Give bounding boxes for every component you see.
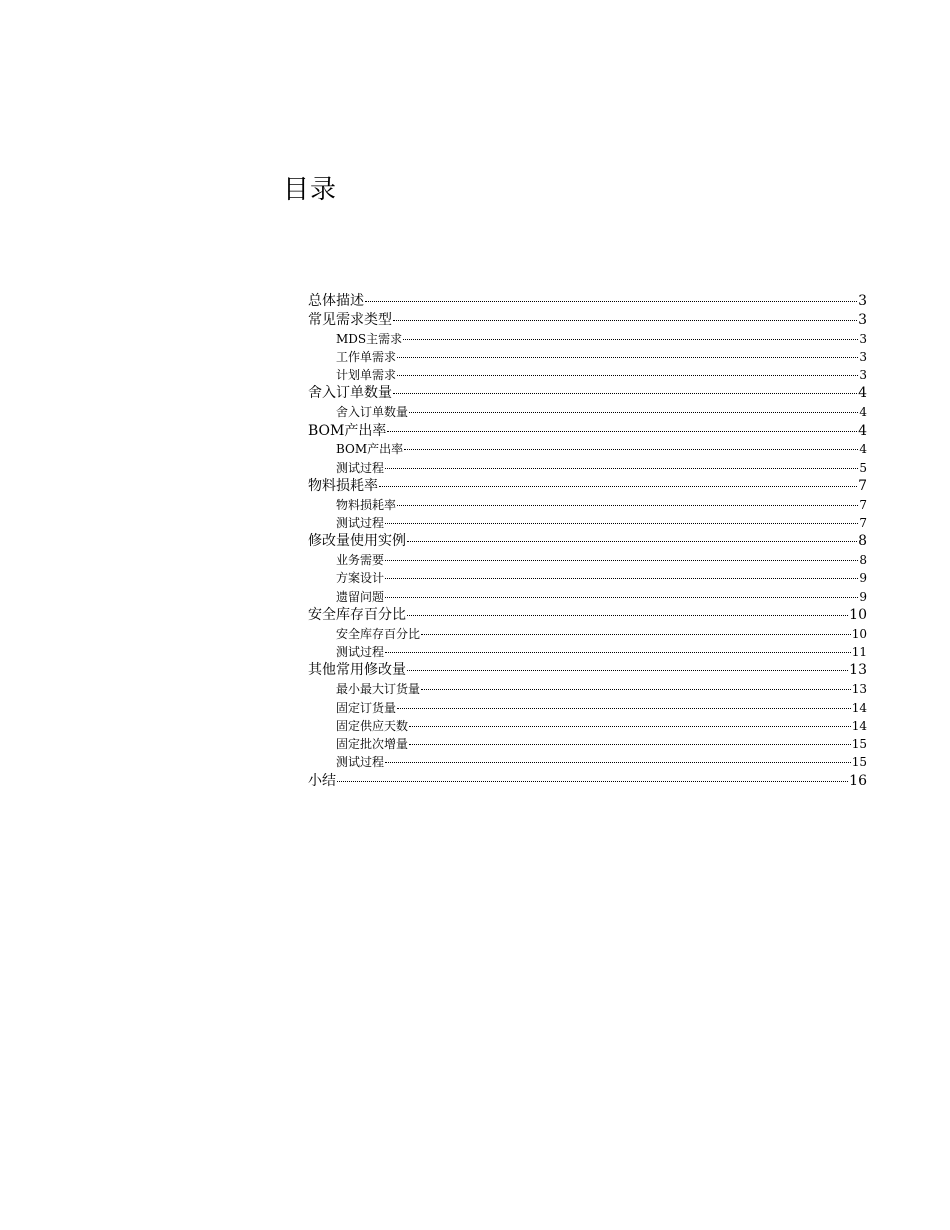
toc-subentry[interactable] (308, 588, 867, 606)
toc-entry-text: 最小最大订货量 (336, 682, 421, 697)
toc-page-number: 15 (851, 755, 867, 770)
toc-leader-dots (397, 707, 851, 709)
toc-title: 目录 (283, 175, 338, 205)
toc-subentry[interactable] (308, 717, 867, 735)
toc-page-number: 4 (859, 405, 867, 420)
toc-entry-text: 测试过程 (336, 645, 385, 660)
toc-leader-dots (385, 596, 858, 598)
toc-leader-dots (409, 411, 858, 413)
toc-page-number: 15 (851, 737, 867, 752)
toc-entry-text: 测试过程 (336, 460, 385, 475)
toc-page-number: 13 (851, 682, 867, 697)
toc-subentry[interactable] (308, 753, 867, 771)
toc-entry-text: 常见需求类型 (308, 311, 392, 328)
toc-entry[interactable] (308, 292, 867, 311)
toc-entry-text: 安全库存百分比 (308, 607, 406, 624)
toc-page-number: 14 (851, 700, 867, 715)
toc-page-number: 10 (849, 607, 867, 624)
toc-subentry[interactable] (308, 403, 867, 421)
toc-page-number: 7 (859, 497, 867, 512)
toc-entry[interactable] (308, 384, 867, 403)
toc-leader-dots (387, 430, 857, 432)
toc-subentry[interactable] (308, 459, 867, 477)
toc-leader-dots (407, 669, 848, 671)
toc-entry-text: 舍入订单数量 (308, 385, 392, 402)
toc-subentry[interactable] (308, 514, 867, 532)
toc-entry-text: 遗留问题 (336, 589, 385, 604)
toc-leader-dots (385, 467, 858, 469)
toc-leader-dots (409, 743, 851, 745)
toc-page-number: 16 (849, 772, 867, 789)
toc-leader-dots (397, 356, 858, 358)
toc-page-number: 5 (859, 460, 867, 475)
toc-page-number: 7 (859, 516, 867, 531)
toc-page-number: 3 (858, 311, 867, 328)
toc-subentry[interactable] (308, 735, 867, 753)
toc-leader-dots (393, 319, 857, 321)
toc-page-number: 8 (859, 553, 867, 568)
toc-leader-dots (421, 688, 851, 690)
toc-entry-text: 工作单需求 (336, 349, 397, 364)
toc-entry[interactable] (308, 311, 867, 330)
toc-leader-dots (379, 485, 857, 487)
toc-page-number: 14 (851, 718, 867, 733)
toc-subentry[interactable] (308, 348, 867, 366)
toc-entry-text: 物料损耗率 (308, 477, 378, 494)
toc-page-number: 13 (849, 662, 867, 679)
toc-page-number: 7 (858, 477, 867, 494)
toc-page-number: 3 (859, 331, 867, 346)
toc-entry-text: 测试过程 (336, 755, 385, 770)
toc-subentry[interactable] (308, 551, 867, 569)
toc-subentry[interactable] (308, 330, 867, 348)
toc-leader-dots (407, 540, 857, 542)
toc-entry-text: 舍入订单数量 (336, 405, 409, 420)
toc-leader-dots (407, 614, 848, 616)
toc-entry-text: 安全库存百分比 (336, 626, 421, 641)
toc-leader-dots (365, 300, 857, 302)
toc-subentry[interactable] (308, 699, 867, 717)
toc-page-number: 8 (858, 533, 867, 550)
toc-page-number: 3 (859, 349, 867, 364)
toc-entry[interactable] (308, 606, 867, 625)
toc-leader-dots (403, 338, 858, 340)
toc-leader-dots (385, 761, 851, 763)
toc-leader-dots (421, 633, 851, 635)
toc-entry-text: 固定订货量 (336, 700, 397, 715)
toc-entry[interactable] (308, 532, 867, 551)
toc-leader-dots (397, 374, 858, 376)
toc-subentry[interactable] (308, 680, 867, 698)
toc-entry-text: 物料损耗率 (336, 497, 397, 512)
toc-leader-dots (397, 504, 858, 506)
toc-entry[interactable] (308, 661, 867, 680)
toc-page-number: 10 (851, 626, 867, 641)
toc-entry-text: 小结 (308, 772, 336, 789)
toc-subentry[interactable] (308, 625, 867, 643)
toc-subentry[interactable] (308, 643, 867, 661)
toc-entry-text: 计划单需求 (336, 368, 397, 383)
toc-entry-text: 总体描述 (308, 293, 364, 309)
toc-leader-dots (385, 522, 858, 524)
toc-page-number: 4 (858, 422, 867, 439)
toc-entry-text: 修改量使用实例 (308, 533, 406, 550)
toc-entry-text: MDS主需求 (336, 331, 403, 346)
toc-entry-text: 业务需要 (336, 553, 385, 568)
toc-entry-text: BOM产出率 (308, 422, 387, 439)
toc-page-number: 9 (859, 589, 867, 604)
toc-page-number: 9 (859, 571, 867, 586)
toc-entry-text: 固定批次增量 (336, 737, 409, 752)
toc-entry[interactable] (308, 772, 867, 791)
toc-entry-text: 固定供应天数 (336, 718, 409, 733)
toc-entry-text: 其他常用修改量 (308, 662, 406, 679)
toc-leader-dots (385, 651, 851, 653)
toc-page-number: 3 (858, 293, 867, 309)
toc-entry[interactable] (308, 477, 867, 496)
toc-entry[interactable] (308, 422, 867, 441)
toc-leader-dots (337, 780, 848, 782)
table-of-contents (308, 292, 867, 791)
toc-leader-dots (409, 725, 851, 727)
toc-leader-dots (404, 448, 858, 450)
toc-subentry[interactable] (308, 569, 867, 587)
toc-entry-text: BOM产出率 (336, 442, 404, 457)
toc-leader-dots (393, 392, 857, 394)
toc-subentry[interactable] (308, 366, 867, 384)
toc-page-number: 4 (858, 385, 867, 402)
toc-subentry[interactable] (308, 496, 867, 514)
toc-subentry[interactable] (308, 440, 867, 458)
toc-page-number: 11 (851, 645, 867, 660)
toc-leader-dots (385, 559, 858, 561)
toc-entry-text: 方案设计 (336, 571, 385, 586)
toc-entry-text: 测试过程 (336, 516, 385, 531)
toc-leader-dots (385, 577, 858, 579)
toc-page-number: 3 (859, 368, 867, 383)
toc-page-number: 4 (859, 442, 867, 457)
